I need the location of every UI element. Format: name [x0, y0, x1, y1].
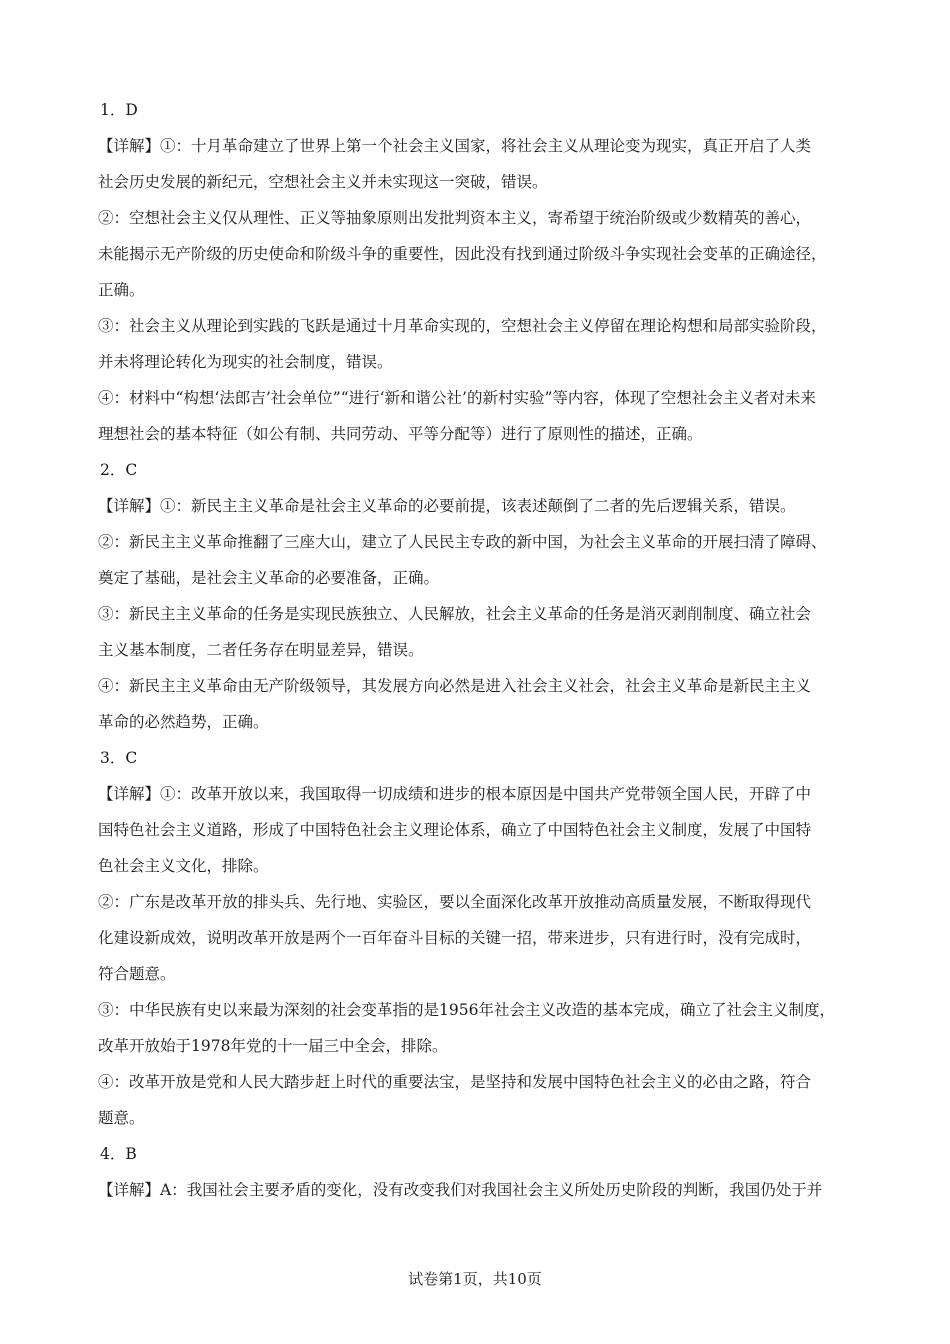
text-line: 【详解】①：新民主主义革命是社会主义革命的必要前提，该表述颠倒了二者的先后逻辑关系，错误。	[98, 497, 796, 515]
text-line: 革命的必然趋势，正确。	[98, 713, 269, 731]
text-line: 化建设新成效，说明改革开放是两个一百年奋斗目标的关键一招，带来进步，只有进行时，没有完成时，	[98, 929, 812, 947]
answer-number-1: 1．D	[100, 101, 138, 119]
text-line: 改革开放始于1978年党的十一届三中全会，排除。	[98, 1037, 448, 1055]
text-line: ②：空想社会主义仅从理性、正义等抽象原则出发批判资本主义，寄希望于统治阶级或少数精英的善心，	[98, 209, 812, 227]
text-line: 社会历史发展的新纪元，空想社会主义并未实现这一突破，错误。	[98, 173, 548, 191]
text-line: ④：改革开放是党和人民大踏步赶上时代的重要法宝，是坚持和发展中国特色社会主义的必由之路，符合	[98, 1073, 812, 1091]
text-line: 【详解】A：我国社会主要矛盾的变化，没有改变我们对我国社会主义所处历史阶段的判断，我国仍处于并	[98, 1181, 823, 1199]
answer-content	[98, 100, 858, 1216]
text-line: 主义基本制度，二者任务存在明显差异，错误。	[98, 641, 424, 659]
text-line: 正确。	[98, 281, 145, 299]
answer-number-2: 2．C	[100, 461, 138, 479]
text-line: 奠定了基础，是社会主义革命的必要准备，正确。	[98, 569, 440, 587]
text-line: 理想社会的基本特征（如公有制、共同劳动、平等分配等）进行了原则性的描述，正确。	[98, 425, 703, 443]
answer-number-3: 3．C	[100, 749, 138, 767]
text-line: 色社会主义文化，排除。	[98, 857, 269, 875]
text-line: ③：中华民族有史以来最为深刻的社会变革指的是1956年社会主义改造的基本完成，确立了社会主义制度，	[98, 1001, 835, 1019]
answer-number-4: 4．B	[100, 1145, 137, 1163]
text-line: ④：材料中“构想‘法郎吉’社会单位”“进行‘新和谐公社’的新村实验”等内容，体现了空想社会主义者对未来	[98, 389, 816, 407]
text-line: ②：广东是改革开放的排头兵、先行地、实验区，要以全面深化改革开放推动高质量发展，不断取得现代	[98, 893, 812, 911]
text-line: ④：新民主主义革命由无产阶级领导，其发展方向必然是进入社会主义社会，社会主义革命是新民主主义	[98, 677, 812, 695]
text-line: ③：新民主主义革命的任务是实现民族独立、人民解放，社会主义革命的任务是消灭剥削制度、确立社会	[98, 605, 812, 623]
text-line: 国特色社会主义道路，形成了中国特色社会主义理论体系，确立了中国特色社会主义制度，发展了中国特	[98, 821, 812, 839]
text-line: ③：社会主义从理论到实践的飞跃是通过十月革命实现的，空想社会主义停留在理论构想和局部实验阶段，	[98, 317, 827, 335]
text-line: 【详解】①：十月革命建立了世界上第一个社会主义国家，将社会主义从理论变为现实，真正开启了人类	[98, 137, 812, 155]
text-line: ②：新民主主义革命推翻了三座大山，建立了人民民主专政的新中国，为社会主义革命的开展扫清了障碍、	[98, 533, 827, 551]
text-line: 符合题意。	[98, 965, 176, 983]
text-line: 题意。	[98, 1109, 145, 1127]
text-line: 并未将理论转化为现实的社会制度，错误。	[98, 353, 393, 371]
page-footer: 试卷第1页，共10页	[408, 1270, 542, 1288]
text-line: 【详解】①：改革开放以来，我国取得一切成绩和进步的根本原因是中国共产党带领全国人民，开辟了中	[98, 785, 812, 803]
text-line: 未能揭示无产阶级的历史使命和阶级斗争的重要性，因此没有找到通过阶级斗争实现社会变革的正确途径，	[98, 245, 827, 263]
